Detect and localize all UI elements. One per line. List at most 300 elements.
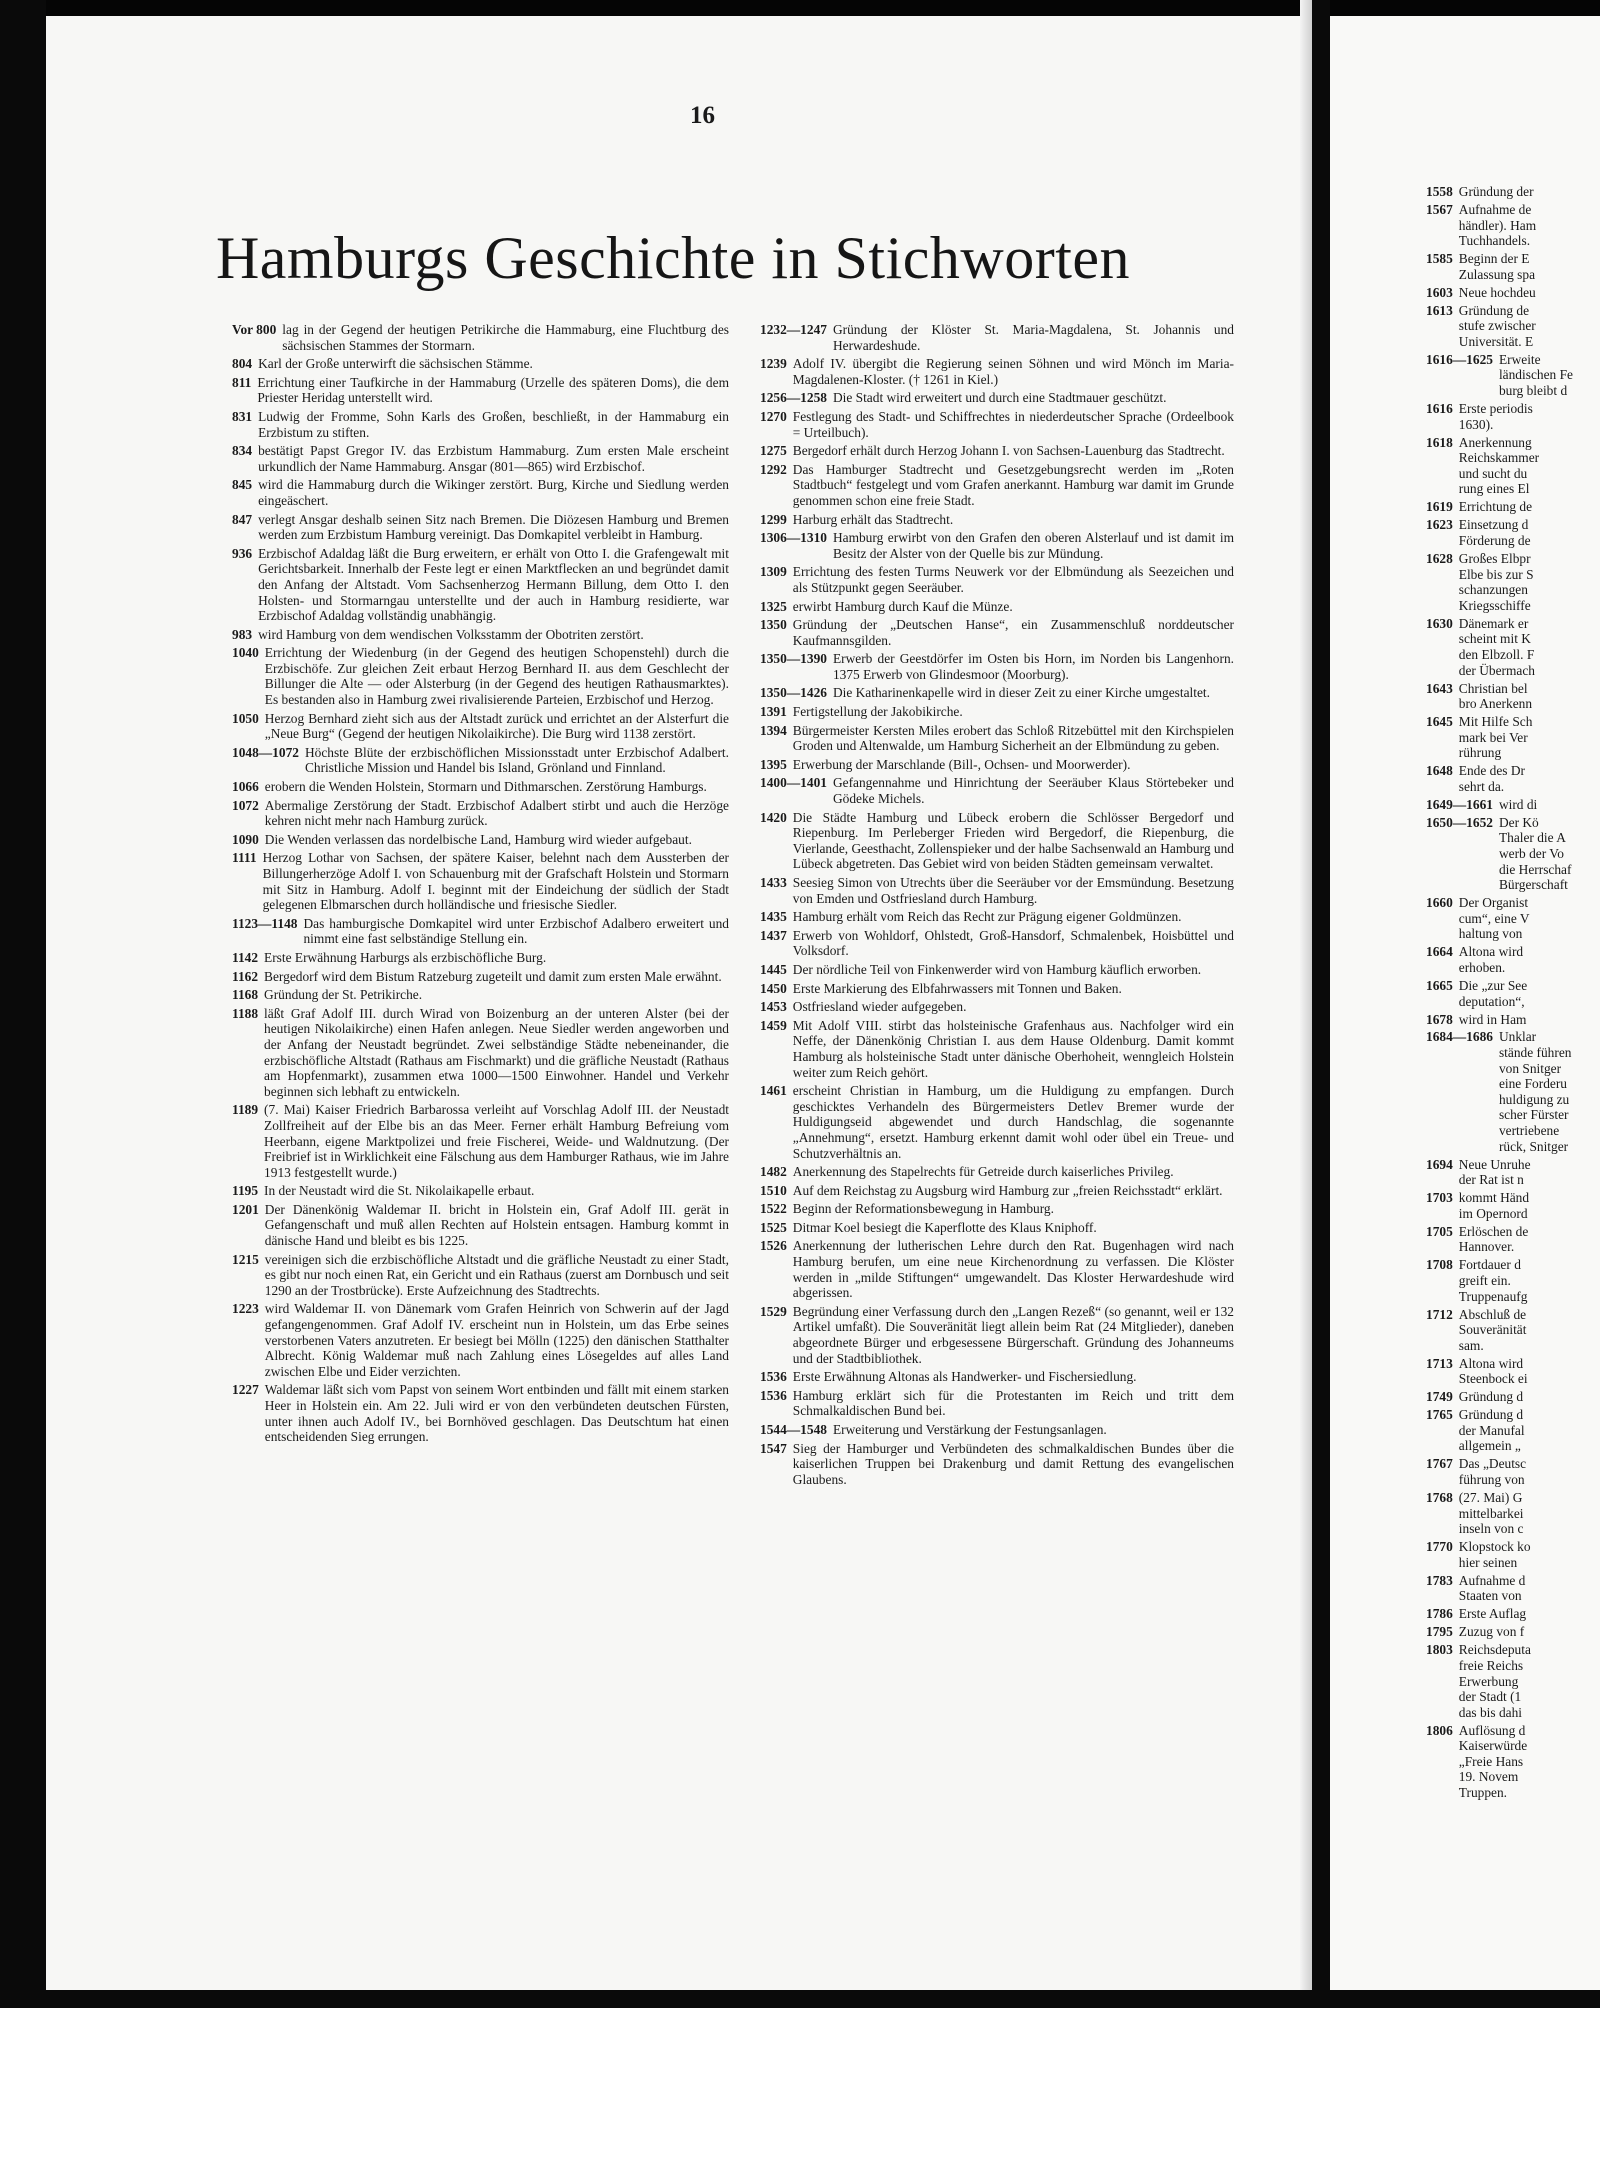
entry-year: 1215 <box>232 1251 259 1267</box>
entry-text: Gründung d der Manufal allgemein „ <box>1458 1407 1525 1454</box>
chronology-entry <box>760 564 1234 595</box>
entry-year: 1648 <box>1426 763 1453 779</box>
entry-year: 1066 <box>232 779 259 795</box>
entry-text: Die Wenden verlassen das nordelbische Land, Hamburg wird wieder aufgebaut. <box>264 831 692 847</box>
chronology-entry <box>1426 1356 1600 1387</box>
chronology-entry <box>232 798 729 829</box>
entry-text: Gefangennahme und Hinrichtung der Seeräuber Klaus Störtebeker und Gödeke Michels. <box>832 775 1234 807</box>
chronology-entry <box>760 1238 1234 1300</box>
chronology-entry <box>760 723 1234 754</box>
entry-year: 1795 <box>1426 1624 1453 1640</box>
entry-year: 1536 <box>760 1387 787 1403</box>
entry-year: 1694 <box>1426 1156 1453 1172</box>
chronology-entry <box>1426 1624 1600 1640</box>
chronology-entry <box>760 909 1234 925</box>
entry-year: 1048—1072 <box>232 744 299 760</box>
chronology-column-3 <box>1426 184 1600 1803</box>
entry-year: 1437 <box>760 927 787 943</box>
entry-year: 1547 <box>760 1440 787 1456</box>
entry-text: Erwerb von Wohldorf, Ohlstedt, Groß-Hansdorf, Schmalenbek, Hoisbüttel und Volksdorf. <box>792 927 1234 959</box>
chronology-entry <box>1426 815 1600 893</box>
entry-year: 1618 <box>1426 434 1453 450</box>
chronology-entry <box>760 443 1234 459</box>
chronology-entry <box>760 1422 1234 1438</box>
chronology-entry <box>1426 499 1600 515</box>
entry-text: (27. Mai) G mittelbarkei inseln von c <box>1458 1490 1524 1537</box>
entry-text: Anerkennung des Stapelrechts für Getreide durch kaiserliches Privileg. <box>792 1164 1174 1180</box>
entry-year: 1786 <box>1426 1606 1453 1622</box>
entry-year: 1350—1426 <box>760 685 827 701</box>
entry-year: 845 <box>232 477 253 493</box>
entry-year: 811 <box>232 374 252 390</box>
entry-year: 1232—1247 <box>760 322 827 337</box>
entry-year: 831 <box>232 408 253 424</box>
chronology-entry <box>1426 1157 1600 1188</box>
entry-text: Das „Deutsc führung von <box>1458 1456 1527 1488</box>
entry-year: 1292 <box>760 461 787 477</box>
entry-text: Erwerb der Geestdörfer im Osten bis Horn, im Norden bis Langenhorn. 1375 Erwerb von Glindesmoor (Moorburg). <box>832 651 1234 682</box>
entry-year: 1768 <box>1426 1490 1453 1506</box>
entry-year: 1395 <box>760 756 787 772</box>
entry-text: Adolf IV. übergibt die Regierung seinen Söhnen und wird Mönch im Maria-Magdalenen-Kloster. († 1261 in Kiel.) <box>792 356 1234 387</box>
chronology-entry <box>232 832 729 848</box>
entry-year: 1705 <box>1426 1223 1453 1239</box>
chronology-entry <box>760 981 1234 997</box>
chronology-entry <box>1426 1606 1600 1622</box>
chronology-entry <box>1426 1407 1600 1454</box>
entry-text: Seesieg Simon von Utrechts über die Seeräuber vor der Emsmündung. Besetzung von Emden und Ostfriesland durch Hamburg. <box>792 875 1234 906</box>
chronology-entry <box>232 711 729 742</box>
chronology-entry <box>760 1183 1234 1199</box>
entry-year: 1090 <box>232 831 259 847</box>
entry-text: Hamburg erhält vom Reich das Recht zur Prägung eigener Goldmünzen. <box>792 909 1182 925</box>
entry-year: 1256—1258 <box>760 390 827 406</box>
entry-text: Die Katharinenkapelle wird in dieser Zeit zu einer Kirche umgestaltet. <box>832 685 1210 701</box>
entry-year: 1650—1652 <box>1426 814 1493 830</box>
chronology-entry <box>232 850 729 912</box>
entry-text: Dänemark er scheint mit K den Elbzoll. F der Übermach <box>1458 615 1535 678</box>
chronology-entry <box>1426 1490 1600 1537</box>
chronology-entry <box>760 1441 1234 1488</box>
entry-year: 1162 <box>232 968 259 984</box>
entry-year: 1678 <box>1426 1011 1453 1027</box>
chronology-entry <box>232 322 729 353</box>
entry-text: Das hamburgische Domkapitel wird unter Erzbischof Adalbero erweitert und nimmt eine fast selbständige Stellung ein. <box>303 915 729 947</box>
chronology-entry <box>232 916 729 947</box>
entry-text: Gründung der St. Petrikirche. <box>264 987 423 1003</box>
chronology-entry <box>760 757 1234 773</box>
chronology-entry <box>760 1304 1234 1366</box>
chronology-entry <box>760 322 1234 353</box>
entry-text: Der Kö Thaler die A werb der Vo die Herrschaf Bürgerschaft <box>1498 814 1572 893</box>
chronology-entry <box>760 530 1234 561</box>
entry-year: 1522 <box>760 1201 787 1217</box>
entry-year: 1275 <box>760 443 787 459</box>
chronology-entry <box>760 512 1234 528</box>
right-page <box>1330 16 1600 1990</box>
scan-border-left <box>0 0 46 2008</box>
entry-year: 1459 <box>760 1017 787 1033</box>
entry-text: Die Städte Hamburg und Lübeck erobern die Schlösser Bergedorf und Riepenburg. Im Perleberger Frieden wird Bergedorf, die Riepenburg, die Vierlande, Geesthacht, Zollenspieker und der halbe Sachsenwald an Hamburg und Lübeck abgetreten. Das Gebiet wird von beiden Städten gemeinsam verwaltet. <box>792 809 1234 872</box>
entry-text: Erwerbung der Marschlande (Bill-, Ochsen- und Moorwerder). <box>792 756 1131 772</box>
entry-text: Errichtung des festen Turms Neuwerk vor der Elbmündung als Seezeichen und als Stützpunkt gegen Seeräuber. <box>792 564 1234 595</box>
entry-year: 847 <box>232 511 253 527</box>
chronology-entry <box>1426 1257 1600 1304</box>
entry-text: In der Neustadt wird die St. Nikolaikapelle erbaut. <box>264 1183 535 1199</box>
entry-text: Gründung der Klöster St. Maria-Magdalena, St. Johannis und Herwardeshude. <box>832 322 1234 353</box>
entry-year: 1482 <box>760 1164 787 1180</box>
chronology-entry <box>760 1369 1234 1385</box>
chronology-entry <box>1426 1642 1600 1720</box>
entry-text: wird in Ham <box>1458 1011 1527 1027</box>
entry-text: Einsetzung d Förderung de <box>1458 517 1531 548</box>
entry-year: 1525 <box>760 1219 787 1235</box>
entry-text: Ende des Dr sehrt da. <box>1458 763 1525 794</box>
entry-text: läßt Graf Adolf III. durch Wirad von Boizenburg an der unteren Alster (bei der heutigen Nikolaikirche) einen Hafen anlegen. Neue Siedler werden angeworben und der Anfang der Neustadt begründet. Zwei selbständige Städte nebeneinander, die erzbischöfliche Altstadt (Rathaus am Fischmarkt) und die gräfliche Neustadt (Rathaus am Hopfenmarkt), zusammen etwa 1000—1500 Einwohner. Handel und Verkehr beginnen sich lebhaft zu entwickeln. <box>264 1005 729 1099</box>
entry-year: 1708 <box>1426 1257 1453 1273</box>
page-title: Hamburgs Geschichte in Stichworten <box>215 225 1131 291</box>
chronology-entry <box>232 1202 729 1249</box>
entry-year: 1783 <box>1426 1572 1453 1588</box>
chronology-entry <box>1426 895 1600 942</box>
entry-year: 1649—1661 <box>1426 796 1493 812</box>
entry-text: Waldemar läßt sich vom Papst von seinem Wort entbinden und fällt mit einem starken Heer in Holstein ein. Am 22. Juli wird er von den verbündeten deutschen Fürsten, unter ihnen auch Adolf IV., bei Bornhöved geschlagen. Das Deutschtum hat einen entscheidenden Sieg errungen. <box>264 1382 729 1445</box>
chronology-entry <box>1426 1389 1600 1405</box>
entry-text: bestätigt Papst Gregor IV. das Erzbistum Hammaburg. Zum ersten Male erscheint urkundlich der Name Hammaburg. Ansgar (801—865) wird Erzbischof. <box>258 443 729 474</box>
entry-year: 1529 <box>760 1303 787 1319</box>
chronology-entry <box>1426 616 1600 678</box>
entry-year: 1072 <box>232 797 259 813</box>
entry-text: wird Hamburg von dem wendischen Volksstamm der Obotriten zerstört. <box>258 626 644 642</box>
chronology-entry <box>760 685 1234 701</box>
entry-year: 1420 <box>760 809 787 825</box>
entry-text: Begründung einer Verfassung durch den „Langen Rezeß“ (so genannt, weil er 132 Artikel umfaßt). Die Souveränität liegt allein beim Rat (24 Mitglieder), daneben abgeordnete Bürger und erbgesessene Bürgerschaft. Gründung des Johanneums und der Stadtbibliothek. <box>792 1303 1234 1366</box>
entry-text: Ostfriesland wieder aufgegeben. <box>792 999 967 1015</box>
chronology-entry <box>232 1382 729 1444</box>
entry-text: Gründung der <box>1458 184 1534 199</box>
entry-year: 1713 <box>1426 1355 1453 1371</box>
chronology-entry <box>1426 797 1600 813</box>
entry-text: Abschluß de Souveränität sam. <box>1458 1306 1527 1353</box>
chronology-entry <box>232 546 729 624</box>
chronology-entry <box>1426 1190 1600 1221</box>
entry-year: 1665 <box>1426 977 1453 993</box>
entry-year: 1461 <box>760 1083 787 1099</box>
entry-text: Erste Auflag <box>1458 1606 1527 1622</box>
chronology-entry <box>232 745 729 776</box>
chronology-column-1 <box>232 322 729 1448</box>
entry-year: 1050 <box>232 710 259 726</box>
entry-text: vereinigen sich die erzbischöfliche Altstadt und die gräfliche Neustadt zu einer Stadt, es gibt nur noch einen Rat, ein Gericht und ein Rathaus (zuerst am Dornbusch und seit 1290 an der Trostbrücke). Erste Aufzeichnung des Stadtrechts. <box>264 1251 729 1298</box>
chronology-entry <box>760 875 1234 906</box>
chronology-entry <box>232 627 729 643</box>
entry-text: Reichsdeputa freie Reichs Erwerbung der Stadt (1 das bis dahi <box>1458 1642 1531 1720</box>
chronology-entry <box>760 1018 1234 1080</box>
chronology-entry <box>760 704 1234 720</box>
entry-text: Bergedorf wird dem Bistum Ratzeburg zugeteilt und damit zum ersten Male erwähnt. <box>264 968 722 984</box>
entry-year: 1765 <box>1426 1407 1453 1423</box>
scan-border-bottom <box>0 1990 1600 2008</box>
chronology-entry <box>760 390 1234 406</box>
entry-year: 1350—1390 <box>760 651 827 667</box>
entry-text: Erlöschen de Hannover. <box>1458 1223 1529 1255</box>
entry-year: Vor 800 <box>232 322 277 337</box>
entry-year: 1201 <box>232 1201 259 1217</box>
entry-text: Errichtung der Wiedenburg (in der Gegend des heutigen Schopenstehl) durch die Erzbischöfe. Zur gleichen Zeit erbaut Herzog Bernhard II. aus dem Geschlecht der Billunger die Alte — oder Alsterburg (in der Gegend des heutigen Rathausmarktes). Es bestanden also in Hamburg zwei rivalisierende Parteien, Erzbischof und Herzog. <box>264 645 729 708</box>
entry-text: wird die Hammaburg durch die Wikinger zerstört. Burg, Kirche und Siedlung werden eingeäschert. <box>258 477 729 508</box>
chronology-entry <box>760 962 1234 978</box>
entry-year: 1645 <box>1426 714 1453 730</box>
entry-text: Errichtung de <box>1458 499 1533 515</box>
chronology-entry <box>232 1102 729 1180</box>
entry-year: 1142 <box>232 949 259 965</box>
entry-year: 1544—1548 <box>760 1422 827 1437</box>
entry-year: 1435 <box>760 909 787 925</box>
entry-year: 1803 <box>1426 1642 1453 1658</box>
entry-year: 1040 <box>232 645 259 661</box>
entry-year: 1111 <box>232 850 257 866</box>
entry-year: 1123—1148 <box>232 915 298 931</box>
chronology-entry <box>232 409 729 440</box>
entry-year: 1643 <box>1426 680 1453 696</box>
entry-text: Neue hochdeu <box>1458 284 1536 300</box>
entry-text: Christian bel bro Anerkenn <box>1458 680 1533 712</box>
page-number: 16 <box>690 102 715 129</box>
entry-year: 1536 <box>760 1369 787 1385</box>
chronology-entry <box>1426 714 1600 761</box>
entry-text: Herzog Bernhard zieht sich aus der Altstadt zurück und errichtet an der Alsterfurt die „Neue Burg“ (Gegend der heutigen Nikolaikirche). Die Burg wird 1138 zerstört. <box>264 710 729 742</box>
left-page <box>46 16 1300 1990</box>
chronology-entry <box>760 617 1234 648</box>
entry-text: erscheint Christian in Hamburg, um die Huldigung zu empfangen. Durch geschicktes Verhandeln des Bürgermeisters Detlev Bremer wurde der Huldigungseid abgewendet und durch Handschlag, die sogenannte „Annehmung“, ersetzt. Hamburg erkennt damit wohl oder übel ein Treue- und Schutzverhältnis an. <box>792 1083 1234 1161</box>
scan-border-top <box>0 0 1600 16</box>
entry-year: 1325 <box>760 598 787 614</box>
chronology-entry <box>1426 517 1600 548</box>
chronology-entry <box>760 651 1234 682</box>
chronology-entry <box>760 999 1234 1015</box>
chronology-entry <box>232 645 729 707</box>
chronology-entry <box>760 356 1234 387</box>
chronology-entry <box>232 987 729 1003</box>
entry-year: 1806 <box>1426 1722 1453 1738</box>
entry-year: 1585 <box>1426 251 1453 267</box>
chronology-entry <box>1426 1723 1600 1801</box>
entry-text: Hamburg erklärt sich für die Protestanten im Reich und tritt dem Schmalkaldischen Bund bei. <box>792 1387 1234 1419</box>
entry-text: Großes Elbpr Elbe bis zur S schanzungen Kriegsschiffe <box>1458 550 1534 613</box>
entry-text: Der Dänenkönig Waldemar II. bricht in Holstein ein, Graf Adolf III. gerät in Gefangenschaft und muß allen Rechten auf Holstein entsagen. Hamburg kommt in dänische Hand und bleibt es bis 1225. <box>264 1201 729 1249</box>
chronology-entry <box>1426 1573 1600 1604</box>
entry-text: Mit Adolf VIII. stirbt das holsteinische Grafenhaus aus. Nachfolger wird ein Neffe, der Dänenkönig Christian I. aus dem Hause Oldenburg. Damit kommt Hamburg als holsteinische Stadt unter dänische Oberhoheit, wenngleich Holstein weiter zum Reich gehört. <box>792 1017 1234 1080</box>
entry-text: Auflösung d Kaiserwürde „Freie Hans 19. Novem Truppen. <box>1458 1722 1528 1801</box>
entry-text: Altona wird erhoben. <box>1458 944 1524 975</box>
entry-text: Anerkennung der lutherischen Lehre durch den Rat. Bugenhagen wird nach Hamburg berufen, um eine neue Kirchenordnung zu verfassen. Die Klöster werden in „milde Stiftungen“ umgewandelt. Das Kloster Herwardeshude wird abgerissen. <box>792 1238 1234 1301</box>
chronology-column-2 <box>760 322 1234 1490</box>
entry-year: 983 <box>232 626 253 642</box>
entry-year: 1223 <box>232 1301 259 1317</box>
entry-year: 1664 <box>1426 944 1453 960</box>
entry-text: Mit Hilfe Sch mark bei Ver rührung <box>1458 714 1533 761</box>
entry-text: Abermalige Zerstörung der Stadt. Erzbischof Adalbert stirbt und auch die Herzöge kehren nicht mehr nach Hamburg zurück. <box>264 797 729 829</box>
chronology-entry <box>1426 401 1600 432</box>
entry-text: kommt Händ im Opernord <box>1458 1190 1530 1221</box>
entry-year: 1749 <box>1426 1389 1453 1405</box>
chronology-entry <box>232 1006 729 1100</box>
entry-year: 1309 <box>760 564 787 580</box>
chronology-entry <box>760 1083 1234 1161</box>
entry-text: Zuzug von f <box>1458 1624 1525 1640</box>
chronology-entry <box>760 928 1234 959</box>
entry-text: erobern die Wenden Holstein, Stormarn und Dithmarschen. Zerstörung Hamburgs. <box>264 779 707 795</box>
chronology-entry <box>1426 285 1600 301</box>
chronology-entry <box>1426 763 1600 794</box>
entry-year: 1510 <box>760 1182 787 1198</box>
chronology-entry <box>232 477 729 508</box>
entry-text: Die „zur See deputation“, <box>1458 977 1528 1009</box>
entry-year: 1603 <box>1426 284 1453 300</box>
entry-text: Der nördliche Teil von Finkenwerder wird von Hamburg käuflich erworben. <box>792 961 1202 977</box>
entry-text: Fertigstellung der Jakobikirche. <box>792 704 963 720</box>
entry-text: Erzbischof Adaldag läßt die Burg erweitern, er erhält von Otto I. die Grafengewalt mit Gerichtsbarkeit. Innerhalb der Feste legt er einen Marktflecken an und begründet damit den Anfang der Altstadt. Vom Sachsenherzog Hermann Billung, dem Otto I. den Holsten- und Stormarngau unterstellte und der auch in Hamburg residierte, war Erzbischof Adaldag vollständig unabhängig. <box>258 545 729 624</box>
chronology-entry <box>760 1388 1234 1419</box>
chronology-entry <box>1426 978 1600 1009</box>
chronology-entry <box>232 1183 729 1199</box>
entry-text: Auf dem Reichstag zu Augsburg wird Hamburg zur „freien Reichsstadt“ erklärt. <box>792 1182 1223 1198</box>
entry-year: 1239 <box>760 356 787 372</box>
chronology-entry <box>760 462 1234 509</box>
chronology-entry <box>232 375 729 406</box>
entry-year: 1623 <box>1426 517 1453 533</box>
chronology-entry <box>1426 1456 1600 1487</box>
page-fold-shadow <box>1300 0 1312 2008</box>
entry-year: 1613 <box>1426 302 1453 318</box>
entry-text: Festlegung des Stadt- und Schiffrechtes in niederdeutscher Sprache (Ordeelbook = Urteilbuch). <box>792 408 1234 440</box>
entry-text: Fortdauer d greift ein. Truppenaufg <box>1458 1257 1528 1304</box>
page-gutter <box>1312 0 1330 2008</box>
entry-year: 1526 <box>760 1238 787 1254</box>
entry-text: Karl der Große unterwirft die sächsischen Stämme. <box>258 356 533 372</box>
entry-year: 1299 <box>760 511 787 527</box>
entry-year: 1660 <box>1426 895 1453 911</box>
entry-year: 1350 <box>760 617 787 633</box>
entry-year: 936 <box>232 545 253 561</box>
chronology-entry <box>760 810 1234 872</box>
entry-text: erwirbt Hamburg durch Kauf die Münze. <box>792 598 1013 614</box>
chronology-entry <box>1426 1012 1600 1028</box>
chronology-entry <box>232 1301 729 1379</box>
entry-text: wird Waldemar II. von Dänemark vom Grafen Heinrich von Schwerin auf der Jagd gefangengenommen. Graf Adolf IV. erscheint nun in Holstein, um das Erbe seines verstorbenen Vaters anzutreten. Er besiegt bei Mölln (1225) den dänischen Statthalter Albrecht. König Waldemar muß nach Zahlung eines Lösegeldes auf alles Land zwischen Elbe und Eider verzichten. <box>264 1301 729 1379</box>
chronology-entry <box>232 969 729 985</box>
entry-year: 1616—1625 <box>1426 351 1493 367</box>
entry-year: 1616 <box>1426 401 1453 417</box>
chronology-entry <box>1426 681 1600 712</box>
entry-year: 1391 <box>760 704 787 720</box>
entry-year: 1270 <box>760 408 787 424</box>
entry-year: 1712 <box>1426 1306 1453 1322</box>
entry-year: 1684—1686 <box>1426 1029 1493 1045</box>
chronology-entry <box>1426 184 1600 200</box>
entry-year: 804 <box>232 356 253 372</box>
entry-year: 1453 <box>760 999 787 1015</box>
entry-text: Unklar stände führen von Snitger eine Forderu huldigung zu scher Fürster vertriebene rück, Snitger <box>1498 1029 1572 1154</box>
entry-year: 1450 <box>760 980 787 996</box>
chronology-entry <box>1426 202 1600 249</box>
entry-year: 1394 <box>760 722 787 738</box>
entry-year: 1433 <box>760 875 787 890</box>
entry-year: 834 <box>232 443 253 459</box>
entry-text: Harburg erhält das Stadtrecht. <box>792 511 954 527</box>
entry-year: 1227 <box>232 1382 259 1398</box>
chronology-entry <box>1426 944 1600 975</box>
entry-text: Bergedorf erhält durch Herzog Johann I. von Sachsen-Lauenburg das Stadtrecht. <box>792 443 1225 459</box>
chronology-entry <box>1426 303 1600 350</box>
entry-year: 1195 <box>232 1183 259 1199</box>
entry-year: 1558 <box>1426 184 1453 199</box>
entry-text: Erste Markierung des Elbfahrwassers mit Tonnen und Baken. <box>792 980 1122 996</box>
entry-year: 1400—1401 <box>760 775 827 791</box>
chronology-entry <box>232 779 729 795</box>
chronology-entry <box>1426 435 1600 497</box>
entry-text: verlegt Ansgar deshalb seinen Sitz nach Bremen. Die Diözesen Hamburg und Bremen werden zum Erzbistum Hamburg vereinigt. Das Domkapitel verbleibt in Hamburg. <box>258 511 729 543</box>
entry-year: 1628 <box>1426 550 1453 566</box>
entry-text: wird di <box>1498 796 1538 812</box>
chronology-entry <box>760 775 1234 806</box>
chronology-entry <box>232 950 729 966</box>
chronology-entry <box>760 1201 1234 1217</box>
chronology-entry <box>760 599 1234 615</box>
entry-text: Erste Erwähnung Harburgs als erzbischöfliche Burg. <box>264 949 547 965</box>
entry-text: Beginn der E Zulassung spa <box>1458 251 1536 282</box>
entry-year: 1306—1310 <box>760 530 827 546</box>
entry-text: Gründung d <box>1458 1389 1524 1405</box>
entry-text: Anerkennung Reichskammer und sucht du rung eines El <box>1458 434 1540 497</box>
chronology-entry <box>1426 1224 1600 1255</box>
entry-text: Ludwig der Fromme, Sohn Karls des Großen, beschließt, in der Hammaburg ein Erzbistum zu stiften. <box>258 408 729 440</box>
chronology-entry <box>1426 1539 1600 1570</box>
entry-text: (7. Mai) Kaiser Friedrich Barbarossa verleiht auf Vorschlag Adolf III. der Neustadt Zollfreiheit auf der Elbe bis an das Meer. Ferner erhält Hamburg Befreiung vom Heerbann, eigene Marktpolizei und freie Fischerei, Weide- und Waldnutzung. (Der Freibrief ist in Wirklichkeit eine Fälschung aus dem Hamburger Rathaus, wie im Jahre 1913 festgestellt wurde.) <box>264 1102 729 1180</box>
chronology-entry <box>232 443 729 474</box>
chronology-entry <box>760 1164 1234 1180</box>
entry-text: Herzog Lothar von Sachsen, der spätere Kaiser, belehnt nach dem Aussterben der Billungerherzöge Adolf I. von Schauenburg mit der Grafschaft Holstein und Stormarn mit Sitz in Hamburg. Adolf I. beginnt mit der Eindeichung der südlich der Stadt gelegenen Elbmarschen durch holländische und friesische Siedler. <box>262 850 729 913</box>
chronology-entry <box>1426 352 1600 399</box>
chronology-entry <box>1426 1029 1600 1154</box>
chronology-entry <box>1426 551 1600 613</box>
chronology-entry <box>760 1220 1234 1236</box>
entry-text: Sieg der Hamburger und Verbündeten des schmalkaldischen Bundes über die kaiserlichen Truppen bei Drakenburg und damit Rettung des evangelischen Glaubens. <box>792 1440 1234 1487</box>
entry-text: Erweiterung und Verstärkung der Festungsanlagen. <box>832 1422 1107 1437</box>
entry-text: Gründung der „Deutschen Hanse“, ein Zusammenschluß norddeutscher Kaufmannsgilden. <box>792 617 1234 648</box>
entry-text: Altona wird Steenbock ei <box>1458 1355 1528 1387</box>
entry-text: Gründung de stufe zwischer Universität. E <box>1458 302 1536 349</box>
entry-text: Beginn der Reformationsbewegung in Hamburg. <box>792 1201 1054 1217</box>
chronology-entry <box>232 356 729 372</box>
entry-text: Klopstock ko hier seinen <box>1458 1539 1531 1570</box>
chronology-entry <box>1426 251 1600 282</box>
entry-year: 1168 <box>232 987 259 1003</box>
entry-text: Bürgermeister Kersten Miles erobert das Schloß Ritzebüttel mit den Kirchspielen Groden und Altenwalde, um Hamburg Sicherheit an der Elbmündung zu geben. <box>792 722 1234 754</box>
chronology-entry <box>1426 1307 1600 1354</box>
chronology-entry <box>232 1252 729 1299</box>
entry-text: Das Hamburger Stadtrecht und Gesetzgebungsrecht werden im „Roten Stadtbuch“ festgelegt und vom Grafen anerkannt. Hamburg war damit im Grunde genommen schon eine freie Stadt. <box>792 461 1234 508</box>
entry-text: Ditmar Koel besiegt die Kaperflotte des Klaus Kniphoff. <box>792 1219 1097 1235</box>
entry-text: Errichtung einer Taufkirche in der Hammaburg (Urzelle des späteren Doms), die dem Priester Heridag unterstellt wird. <box>257 374 729 406</box>
entry-year: 1767 <box>1426 1456 1453 1472</box>
entry-text: Erweite ländischen Fe burg bleibt d <box>1498 351 1573 399</box>
entry-text: Neue Unruhe der Rat ist n <box>1458 1156 1531 1188</box>
entry-text: Höchste Blüte der erzbischöflichen Missionsstadt unter Erzbischof Adalbert. Christliche Mission und Handel bis Island, Grönland und Finnland. <box>304 744 729 776</box>
entry-text: Aufnahme d Staaten von <box>1458 1572 1526 1604</box>
entry-year: 1703 <box>1426 1190 1453 1206</box>
entry-year: 1770 <box>1426 1539 1453 1555</box>
